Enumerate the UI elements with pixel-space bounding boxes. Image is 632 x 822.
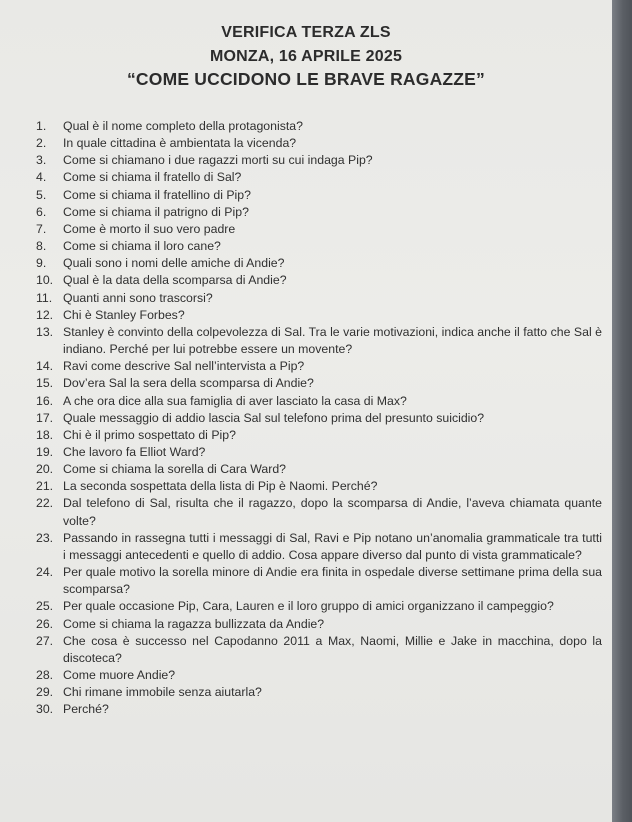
question-number: 3. xyxy=(36,153,47,168)
question-text: Che lavoro fa Elliot Ward? xyxy=(63,444,206,459)
question-text: Chi è Stanley Forbes? xyxy=(63,307,185,322)
question-number: 11. xyxy=(36,290,53,305)
question-number: 20. xyxy=(36,462,54,477)
question-number: 19. xyxy=(36,444,54,459)
question-number: 9. xyxy=(36,256,47,271)
question-text: Come è morto il suo vero padre xyxy=(63,221,236,236)
question-text: La seconda sospettata della lista di Pip è Naomi. Perché? xyxy=(63,479,378,494)
question-item xyxy=(36,135,602,152)
question-item xyxy=(36,701,602,718)
question-text: Passando in rassegna tutti i messaggi di Sal, Ravi e Pip notano un’anomalia grammaticale tra tutti i messaggi antecedenti e quello di addio. Cosa appare diverso dal punto di vista grammaticale? xyxy=(63,530,602,562)
question-text: Chi rimane immobile senza aiutarla? xyxy=(63,685,262,700)
question-text: Dov’era Sal la sera della scomparsa di Andie? xyxy=(63,376,314,391)
question-number: 23. xyxy=(36,530,54,545)
question-number: 2. xyxy=(36,136,47,151)
worksheet-title: VERIFICA TERZA ZLS xyxy=(221,24,391,41)
desk-background xyxy=(612,0,632,822)
question-item xyxy=(36,410,602,427)
question-number: 4. xyxy=(36,170,47,185)
question-number: 16. xyxy=(36,393,54,408)
question-text: Come muore Andie? xyxy=(63,668,176,682)
question-number: 17. xyxy=(36,410,54,425)
question-item xyxy=(36,272,602,289)
question-item xyxy=(36,375,602,392)
question-text: Quanti anni sono trascorsi? xyxy=(63,290,213,305)
question-text: Ravi come descrive Sal nell’intervista a Pip? xyxy=(63,359,305,374)
question-item xyxy=(36,495,602,529)
question-number: 8. xyxy=(36,239,47,254)
question-number: 22. xyxy=(36,496,54,511)
question-text: Come si chiama il fratellino di Pip? xyxy=(63,187,251,202)
question-text: Quali sono i nomi delle amiche di Andie? xyxy=(63,256,285,271)
question-item xyxy=(36,290,602,307)
question-number: 1. xyxy=(36,119,47,133)
question-item xyxy=(36,324,602,358)
question-number: 18. xyxy=(36,427,54,442)
question-number: 6. xyxy=(36,204,47,219)
question-number: 30. xyxy=(36,702,54,717)
question-item xyxy=(36,564,602,598)
question-number: 24. xyxy=(36,565,54,580)
question-item xyxy=(36,169,602,186)
question-text: Chi è il primo sospettato di Pip? xyxy=(63,427,236,442)
question-item xyxy=(36,118,602,135)
question-number: 14. xyxy=(36,359,54,374)
question-number: 26. xyxy=(36,616,54,631)
question-item xyxy=(36,461,602,478)
question-number: 12. xyxy=(36,307,54,322)
question-item xyxy=(36,358,602,375)
question-item xyxy=(36,393,602,410)
place-date: MONZA, 16 APRILE 2025 xyxy=(209,48,403,65)
question-number: 7. xyxy=(36,221,47,236)
book-title: “COME UCCIDONO LE BRAVE RAGAZZE” xyxy=(126,69,486,89)
question-number: 15. xyxy=(36,376,54,391)
question-text: Qual è il nome completo della protagonista? xyxy=(63,119,303,133)
question-number: 13. xyxy=(36,324,54,339)
question-text: Per quale occasione Pip, Cara, Lauren e il loro gruppo di amici organizzano il campeggio? xyxy=(63,599,554,614)
question-number: 27. xyxy=(36,633,54,648)
question-item xyxy=(36,667,602,684)
question-text: Come si chiama la ragazza bullizzata da Andie? xyxy=(63,616,325,631)
question-text: Come si chiama il fratello di Sal? xyxy=(63,170,242,185)
question-text: In quale cittadina è ambientata la vicenda? xyxy=(63,136,297,151)
question-text: Stanley è convinto della colpevolezza di Sal. Tra le varie motivazioni, indica anche il fatto che Sal è indiano. Perché per lui potrebbe essere un movente? xyxy=(63,324,602,357)
question-text: Dal telefono di Sal, risulta che il ragazzo, dopo la scomparsa di Andie, l’aveva chiamata quante volte? xyxy=(63,496,602,528)
question-text: Perché? xyxy=(63,702,109,717)
question-item xyxy=(36,204,602,221)
question-item xyxy=(36,152,602,169)
question-item xyxy=(36,598,602,615)
question-item xyxy=(36,684,602,701)
question-text: Qual è la data della scomparsa di Andie? xyxy=(63,273,287,288)
question-item xyxy=(36,444,602,461)
question-number: 10. xyxy=(36,273,54,288)
question-number: 28. xyxy=(36,668,54,682)
question-text: A che ora dice alla sua famiglia di aver lasciato la casa di Max? xyxy=(63,393,407,408)
question-text: Come si chiama la sorella di Cara Ward? xyxy=(63,462,287,477)
question-text: Quale messaggio di addio lascia Sal sul telefono prima del presunto suicidio? xyxy=(63,410,485,425)
question-item xyxy=(36,307,602,324)
question-item xyxy=(36,255,602,272)
question-text: Come si chiamano i due ragazzi morti su cui indaga Pip? xyxy=(63,153,373,168)
question-item xyxy=(36,427,602,444)
question-text: Come si chiama il patrigno di Pip? xyxy=(63,204,249,219)
question-item xyxy=(36,187,602,204)
question-item xyxy=(36,633,602,667)
question-number: 25. xyxy=(36,599,54,614)
question-item xyxy=(36,221,602,238)
question-text: Che cosa è successo nel Capodanno 2011 a Max, Naomi, Millie e Jake in macchina, dopo la discoteca? xyxy=(63,633,602,665)
question-list xyxy=(36,118,602,718)
question-number: 29. xyxy=(36,685,54,700)
question-text: Per quale motivo la sorella minore di Andie era finita in ospedale diverse settimane prima della sua scomparsa? xyxy=(63,565,602,597)
question-item xyxy=(36,616,602,633)
question-number: 21. xyxy=(36,479,54,494)
question-item xyxy=(36,478,602,495)
question-number: 5. xyxy=(36,187,47,202)
question-text: Come si chiama il loro cane? xyxy=(63,239,221,254)
question-item xyxy=(36,530,602,564)
question-item xyxy=(36,238,602,255)
